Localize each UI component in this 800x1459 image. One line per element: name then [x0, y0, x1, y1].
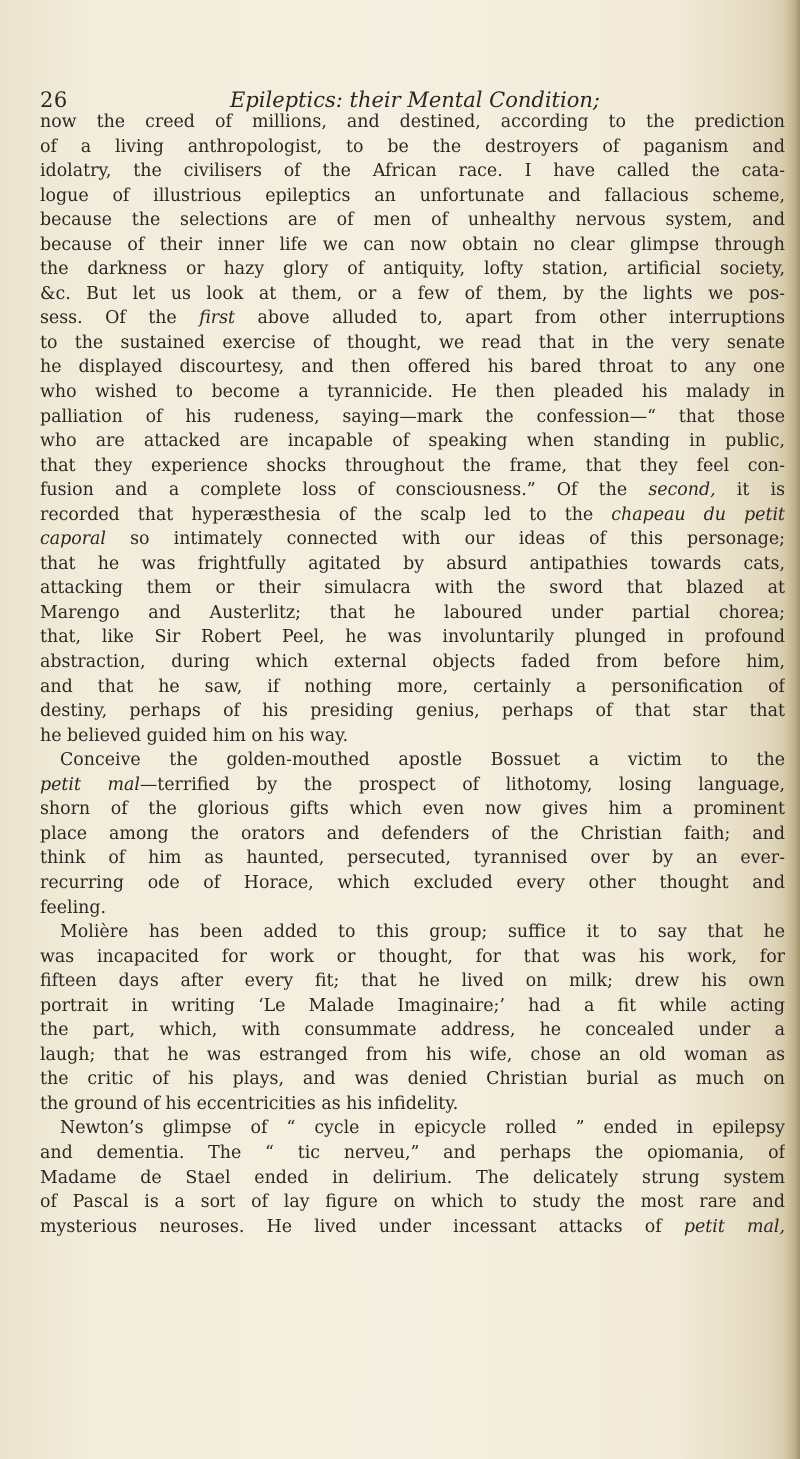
text-run: shorn of the glorious gifts which even now gives him a prominent	[40, 799, 785, 820]
text-line	[40, 503, 785, 528]
text-run: sess. Of the	[40, 308, 200, 329]
text-line	[40, 306, 785, 331]
text-run: that he was frightfully agitated by absurd antipathies towards cats,	[40, 553, 785, 574]
text-run: portrait in writing ‘Le Malade Imaginaire;’ had a fit while acting	[40, 995, 785, 1016]
page-edge-shadow	[786, 0, 800, 1459]
page-number: 26	[40, 88, 68, 112]
text-line	[40, 650, 785, 675]
text-line	[40, 797, 785, 822]
text-run: that, like Sir Robert Peel, he was involuntarily plunged in profound	[40, 627, 785, 648]
text-line	[40, 576, 785, 601]
text-run: fifteen days after every fit; that he lived on milk; drew his own	[40, 971, 785, 992]
text-line	[40, 184, 785, 209]
text-run: recurring ode of Horace, which excluded every other thought and	[40, 872, 785, 893]
text-run: who wished to become a tyrannicide. He then pleaded his malady in	[40, 382, 785, 403]
text-run: idolatry, the civilisers of the African race. I have called the cata-	[40, 161, 785, 182]
text-line	[40, 601, 785, 626]
text-line	[40, 994, 785, 1019]
text-line	[40, 871, 785, 896]
text-run: Madame de Stael ended in delirium. The delicately strung system	[40, 1167, 785, 1188]
italic-text: petit mal,	[683, 1216, 785, 1237]
text-line	[40, 822, 785, 847]
text-run: think of him as haunted, persecuted, tyrannised over by an ever-	[40, 848, 785, 869]
text-run: the darkness or hazy glory of antiquity, lofty station, artificial society,	[40, 259, 785, 280]
text-line	[40, 1092, 785, 1117]
text-run: he displayed discourtesy, and then offered his bared throat to any one	[40, 357, 785, 378]
italic-text: first	[199, 308, 236, 329]
text-run: palliation of his rudeness, saying—mark the confession—“ that those	[40, 406, 785, 427]
text-run: now the creed of millions, and destined, according to the prediction	[40, 112, 785, 132]
text-run: feeling.	[40, 897, 107, 918]
text-run: the part, which, with consummate address, he concealed under a	[40, 1020, 785, 1041]
italic-text: petit mal	[40, 774, 140, 795]
text-line	[40, 773, 785, 798]
text-line	[40, 699, 785, 724]
text-line	[40, 724, 785, 749]
text-line	[40, 1067, 785, 1092]
text-line	[40, 355, 785, 380]
text-line	[40, 748, 785, 773]
text-line	[40, 527, 785, 552]
text-line	[40, 110, 785, 135]
text-line	[40, 1116, 785, 1141]
text-run: &c. But let us look at them, or a few of them, by the lights we pos-	[40, 283, 785, 304]
text-line	[40, 380, 785, 405]
text-run: and dementia. The “ tic nerveu,” and perhaps the opiomania, of	[40, 1142, 785, 1163]
text-run: Molière has been added to this group; suffice it to say that he	[60, 922, 785, 943]
text-run: attacking them or their simulacra with the sword that blazed at	[40, 578, 785, 599]
text-line	[40, 1190, 785, 1215]
text-line	[40, 282, 785, 307]
text-line	[40, 429, 785, 454]
text-line	[40, 1043, 785, 1068]
text-run: Marengo and Austerlitz; that he laboured under partial chorea;	[40, 602, 785, 623]
text-line	[40, 969, 785, 994]
text-run: Newton’s glimpse of “ cycle in epicycle rolled ” ended in epilepsy	[60, 1118, 785, 1139]
text-run: was incapacited for work or thought, for that was his work, for	[40, 946, 785, 967]
text-run: who are attacked are incapable of speaking when standing in public,	[40, 431, 785, 452]
text-run: mysterious neuroses. He lived under incessant attacks of	[40, 1216, 684, 1237]
text-run: Conceive the golden-mouthed apostle Bossuet a victim to the	[60, 750, 785, 771]
text-line	[40, 159, 785, 184]
text-run: of a living anthropologist, to be the destroyers of paganism and	[40, 136, 785, 157]
text-line	[40, 846, 785, 871]
text-run: destiny, perhaps of his presiding genius, perhaps of that star that	[40, 701, 785, 722]
text-line	[40, 920, 785, 945]
text-run: recorded that hyperæsthesia of the scalp led to the	[40, 504, 612, 525]
text-line	[40, 478, 785, 503]
text-run: that they experience shocks throughout the frame, that they feel con-	[40, 455, 785, 476]
text-run: abstraction, during which external objects faded from before him,	[40, 652, 785, 673]
text-line	[40, 675, 785, 700]
italic-text: chapeau du petit	[611, 504, 785, 525]
text-line	[40, 625, 785, 650]
text-run: because the selections are of men of unhealthy nervous system, and	[40, 210, 785, 231]
text-run: it is	[715, 480, 785, 501]
italic-text: caporal	[40, 529, 106, 550]
text-line	[40, 1215, 785, 1240]
text-line	[40, 552, 785, 577]
text-line	[40, 135, 785, 160]
text-run: place among the orators and defenders of the Christian faith; and	[40, 823, 785, 844]
text-run: he believed guided him on his way.	[40, 725, 349, 746]
text-run: to the sustained exercise of thought, we read that in the very senate	[40, 332, 785, 353]
text-line	[40, 405, 785, 430]
text-line	[40, 1166, 785, 1191]
text-line	[40, 1018, 785, 1043]
text-line	[40, 896, 785, 921]
text-run: the critic of his plays, and was denied Christian burial as much on	[40, 1069, 785, 1090]
text-run: the ground of his eccentricities as his infidelity.	[40, 1093, 459, 1114]
text-line	[40, 945, 785, 970]
text-run: so intimately connected with our ideas of this personage;	[105, 529, 785, 550]
running-title: Epileptics: their Mental Condition;	[230, 88, 600, 112]
text-line	[40, 208, 785, 233]
text-line	[40, 1141, 785, 1166]
text-run: because of their inner life we can now obtain no clear glimpse through	[40, 234, 785, 255]
text-line	[40, 233, 785, 258]
italic-text: second,	[648, 480, 716, 501]
text-line	[40, 454, 785, 479]
text-run: logue of illustrious epileptics an unfortunate and fallacious scheme,	[40, 185, 785, 206]
text-run: above alluded to, apart from other interruptions	[235, 308, 785, 329]
text-run: and that he saw, if nothing more, certainly a personification of	[40, 676, 785, 697]
text-run: of Pascal is a sort of lay figure on which to study the most rare and	[40, 1192, 785, 1213]
text-line	[40, 257, 785, 282]
text-run: fusion and a complete loss of consciousness.” Of the	[40, 480, 649, 501]
body-text	[40, 110, 785, 1239]
text-run: laugh; that he was estranged from his wife, chose an old woman as	[40, 1044, 785, 1065]
text-run: —terrified by the prospect of lithotomy, losing language,	[139, 774, 785, 795]
text-line	[40, 331, 785, 356]
